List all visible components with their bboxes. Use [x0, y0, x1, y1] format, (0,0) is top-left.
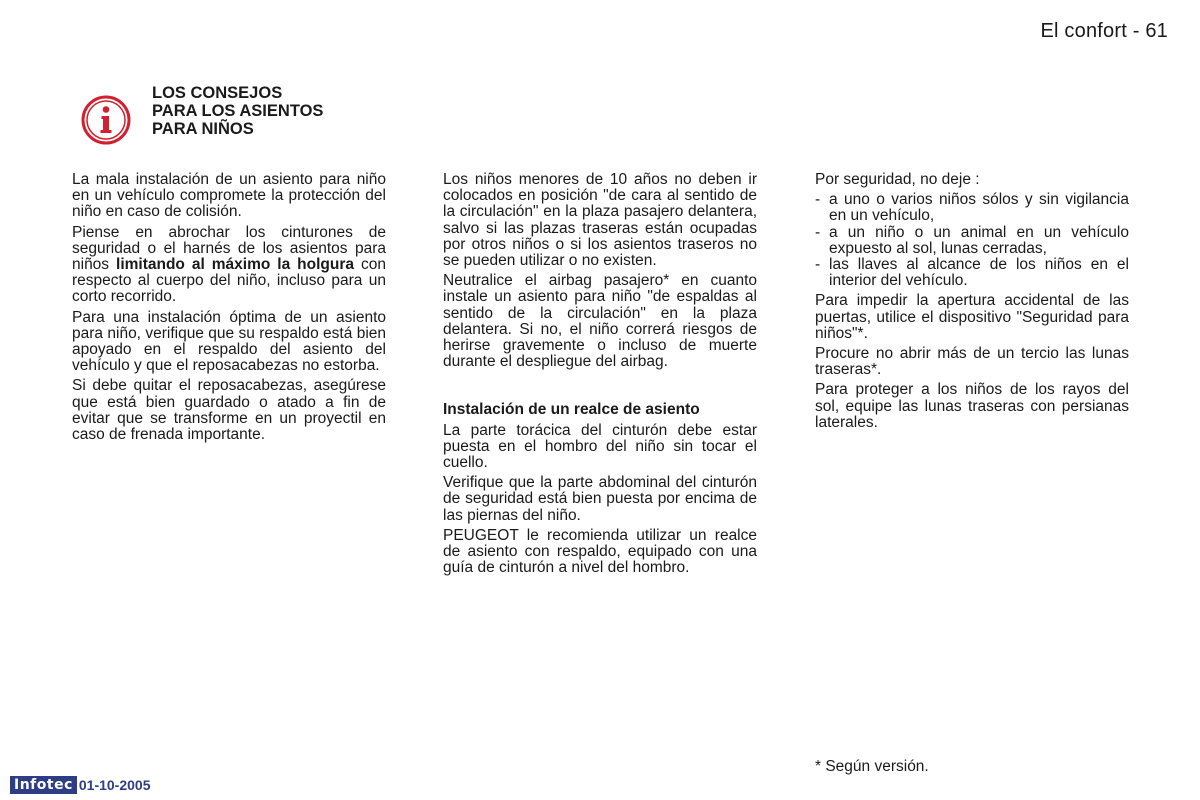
- infotec-logo: Infotec: [10, 776, 77, 794]
- warning-list: [815, 192, 1129, 289]
- paragraph: Neutralice el airbag pasajero* en cuanto instale un asiento para niño "de espaldas al sentido de la circulación" en la plaza delantera. Si no, el niño correrá riesgos de herirse gravemente o incluso de muerte durante el despliegue del airbag.: [443, 272, 757, 371]
- paragraph: Para una instalación óptima de un asiento para niño, verifique que su respaldo está bien apoyado en el respaldo del asiento del vehículo y que el reposacabezas no estorba.: [72, 308, 386, 375]
- section-heading-line: PARA LOS ASIENTOS: [152, 102, 324, 120]
- footer-date: 01-10-2005: [78, 777, 151, 793]
- paragraph: Verifique que la parte abdominal del cinturón de seguridad está bien puesta por encima de las piernas del niño.: [443, 474, 757, 524]
- paragraph: Para proteger a los niños de los rayos del sol, equipe las lunas traseras con persianas laterales.: [815, 381, 1129, 431]
- text-column-2: [443, 172, 757, 580]
- paragraph: Si debe quitar el reposacabezas, asegúrese que está bien guardado o atado a fin de evitar que se transforme en un proyectil en caso de frenada importante.: [72, 377, 386, 444]
- paragraph: PEUGEOT le recomienda utilizar un realce de asiento con respaldo, equipado con una guía de cinturón a nivel del hombro.: [443, 526, 757, 577]
- list-item: - a uno o varios niños sólos y sin vigilancia en un vehículo,: [815, 192, 1129, 224]
- paragraph: Procure no abrir más de un tercio las lunas traseras*.: [815, 345, 1129, 379]
- paragraph: Por seguridad, no deje :: [815, 171, 980, 188]
- list-item: - a un niño o un animal en un vehículo expuesto al sol, lunas cerradas,: [815, 225, 1129, 257]
- paragraph: Los niños menores de 10 años no deben ir colocados en posición "de cara al sentido de la circulación" en la plaza pasajero delantera, salvo si las plazas traseras están ocupadas por otros niños o si los asientos traseros no se pueden utilizar o no existen.: [443, 171, 757, 270]
- list-item: - las llaves al alcance de los niños en el interior del vehículo.: [815, 257, 1129, 289]
- info-icon: [80, 94, 132, 146]
- paragraph: La mala instalación de un asiento para niño en un vehículo compromete la protección del niño en caso de colisión.: [72, 171, 386, 221]
- page-title: El confort - 61: [1040, 20, 1168, 42]
- text-column-3: [815, 172, 1129, 435]
- paragraph: [72, 225, 386, 306]
- paragraph-text: Piense en abrochar los cinturones de seguridad o el harnés de los asientos para niños: [72, 223, 386, 274]
- section-heading-line: LOS CONSEJOS: [152, 84, 283, 102]
- text-column-1: [72, 172, 386, 447]
- footnote: * Según versión.: [815, 758, 929, 775]
- subheading: Instalación de un realce de asiento: [443, 401, 700, 419]
- footer: [10, 776, 151, 794]
- paragraph: Para impedir la apertura accidental de las puertas, utilice el dispositivo "Seguridad para niños"*.: [815, 292, 1129, 342]
- section-heading-line: PARA NIÑOS: [152, 120, 254, 138]
- paragraph-text: con respecto al cuerpo del niño, incluso para un corto recorrido.: [72, 256, 386, 306]
- paragraph: La parte torácica del cinturón debe estar puesta en el hombro del niño sin tocar el cuello.: [443, 421, 757, 472]
- emphasis-text: limitando al máximo la holgura: [116, 256, 355, 274]
- section-heading: [152, 84, 323, 138]
